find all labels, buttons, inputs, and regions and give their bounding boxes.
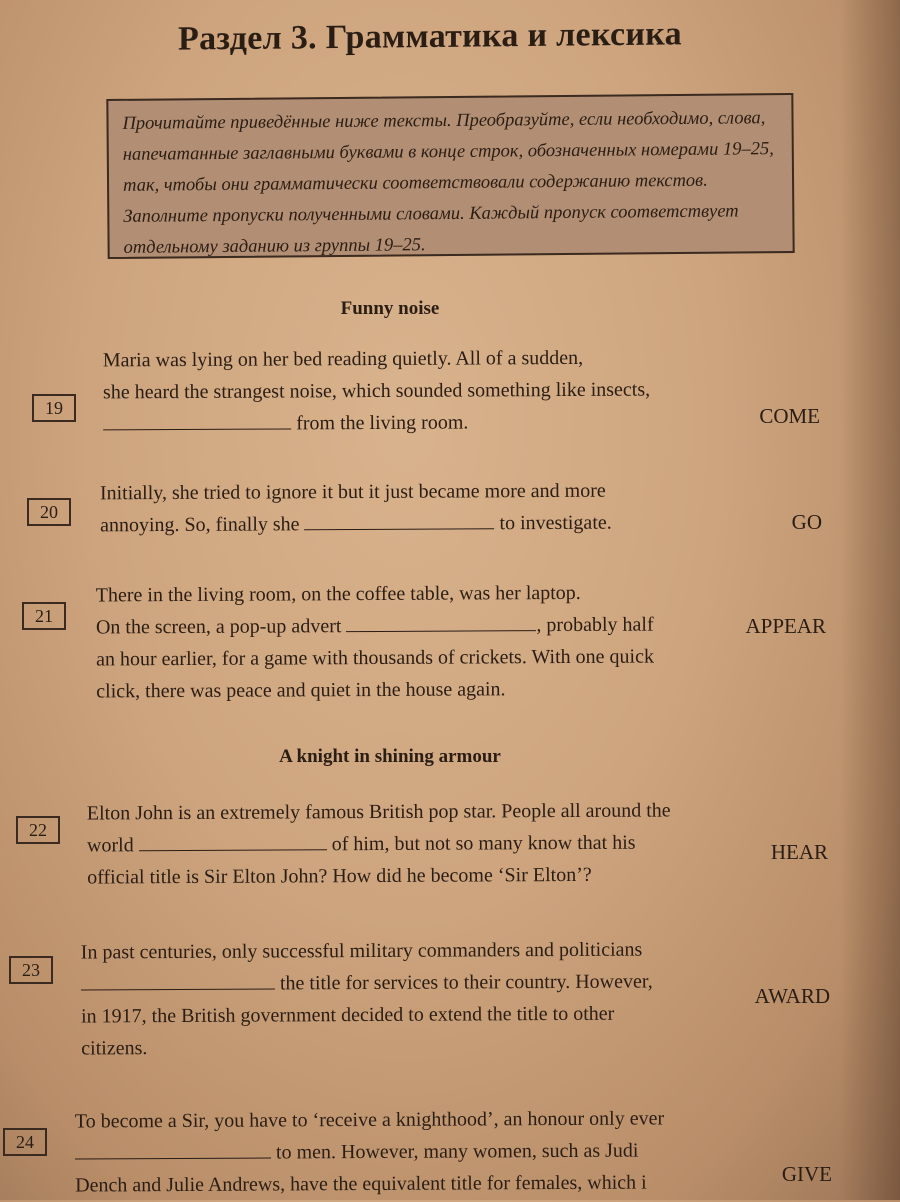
text-heading-knight: A knight in shining armour: [279, 746, 501, 767]
task-number: 23: [9, 956, 53, 984]
task-20-text: [100, 475, 612, 542]
text-fragment: annoying. So, finally she: [100, 513, 305, 537]
text-line: [96, 609, 654, 644]
text-line: Initially, she tried to ignore it but it just became more and more: [99, 479, 606, 505]
text-line: official title is Sir Elton John? How did he become ‘Sir Elton’?: [87, 863, 592, 889]
text-fragment: from the living room.: [296, 411, 469, 435]
keyword: COME: [759, 404, 820, 428]
instruction-line: так, чтобы они грамматически соответствовали содержанию текстов.: [122, 170, 708, 196]
text-line: [81, 966, 653, 1001]
instruction-line: напечатанные заглавными буквами в конце строк, обозначенных номерами 19–25,: [122, 139, 774, 165]
task-19-text: [103, 342, 651, 441]
text-line: [100, 507, 612, 542]
text-line: [75, 1134, 664, 1169]
answer-blank[interactable]: [346, 612, 536, 632]
keyword: GO: [791, 510, 822, 534]
text-line: Elton John is an extremely famous British pop star. People all around the: [86, 799, 671, 825]
text-line: click, there was peace and quiet in the house again.: [96, 678, 506, 703]
task-number: 20: [27, 498, 71, 526]
task-number: 21: [22, 602, 66, 630]
text-line: Maria was lying on her bed reading quietly. All of a sudden,: [102, 346, 584, 372]
text-line: In past centuries, only successful military commanders and politicians: [80, 938, 643, 964]
text-line: [103, 406, 650, 441]
text-line: citizens.: [81, 1037, 148, 1060]
text-heading-funny-noise: Funny noise: [340, 298, 440, 319]
answer-blank[interactable]: [81, 970, 275, 990]
text-fragment: to investigate.: [499, 511, 612, 535]
text-fragment: world: [86, 834, 139, 857]
text-fragment: , probably half: [536, 613, 654, 637]
answer-blank[interactable]: [75, 1140, 271, 1160]
page-edge-shadow: [840, 0, 900, 1200]
text-line: There in the living room, on the coffee table, was her laptop.: [95, 581, 581, 607]
answer-blank[interactable]: [139, 831, 327, 851]
keyword: GIVE: [781, 1162, 832, 1186]
text-line: in 1917, the British government decided to extend the title to other: [81, 1002, 615, 1028]
text-line: Dench and Julie Andrews, have the equivalent title for females, which i: [75, 1171, 647, 1197]
text-line: To become a Sir, you have to ‘receive a knighthood’, an honour only ever: [74, 1107, 665, 1133]
task-number: 24: [3, 1128, 47, 1156]
instruction-line: Заполните пропуски полученными словами. Каждый пропуск соответствует: [123, 201, 739, 227]
keyword: HEAR: [770, 840, 828, 864]
task-number: 22: [16, 816, 60, 844]
keyword: APPEAR: [745, 614, 826, 638]
instruction-box: [106, 93, 794, 259]
answer-blank[interactable]: [304, 510, 494, 530]
answer-blank[interactable]: [103, 410, 291, 430]
task-24-text: [75, 1102, 665, 1201]
instruction-line: Прочитайте приведённые ниже тексты. Преобразуйте, если необходимо, слова,: [122, 108, 766, 134]
text-line: an hour earlier, for a game with thousands of crickets. With one quick: [96, 645, 654, 671]
task-21-text: [96, 577, 655, 708]
text-fragment: of him, but not so many know that his: [331, 831, 636, 856]
section-title: Раздел 3. Грамматика и лексика: [178, 15, 682, 58]
text-fragment: On the screen, a pop-up advert: [95, 615, 347, 639]
instruction-line: отдельному заданию из группы 19–25.: [123, 235, 426, 258]
text-fragment: the title for services to their country. However,: [279, 970, 653, 995]
task-23-text: [81, 934, 653, 1065]
text-fragment: to men. However, many women, such as Judi: [275, 1139, 639, 1164]
task-22-text: [87, 794, 671, 893]
text-line: she heard the strangest noise, which sounded something like insects,: [102, 378, 651, 404]
text-line: [87, 826, 671, 861]
keyword: AWARD: [754, 984, 830, 1008]
task-number: 19: [32, 394, 76, 422]
